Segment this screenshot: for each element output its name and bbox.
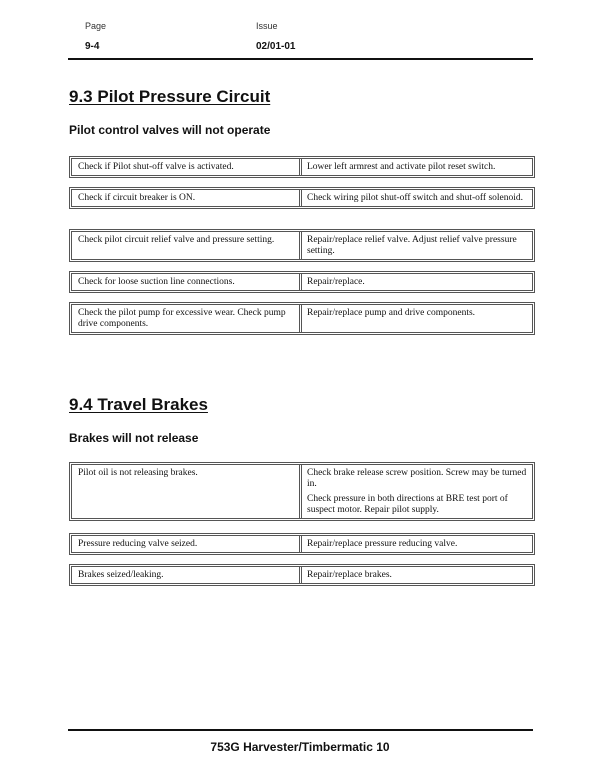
section-subtitle: Pilot control valves will not operate <box>69 123 271 137</box>
action-text: Repair/replace relief valve. Adjust relief valve pressure setting. <box>307 235 517 256</box>
header-rule <box>68 58 533 60</box>
footer-title: 753G Harvester/Timbermatic 10 <box>210 740 390 754</box>
table-row <box>69 187 535 209</box>
check-cell: Pilot oil is not releasing brakes. <box>72 465 302 518</box>
action-cell <box>302 465 532 518</box>
check-cell: Check if circuit breaker is ON. <box>72 190 302 206</box>
action-cell <box>302 159 532 175</box>
action-cell <box>302 190 532 206</box>
table-row <box>69 156 535 178</box>
page-label: Page <box>85 21 107 31</box>
action-text: Repair/replace pressure reducing valve. <box>307 539 458 549</box>
table-row <box>69 271 535 293</box>
table-row <box>69 229 535 262</box>
check-cell: Check if Pilot shut-off valve is activated. <box>72 159 302 175</box>
issue-date: 02/01-01 <box>256 41 296 52</box>
section-title: 9.3 Pilot Pressure Circuit <box>69 87 271 106</box>
action-cell <box>302 274 532 290</box>
check-cell: Pressure reducing valve seized. <box>72 536 302 552</box>
table-row <box>69 564 535 586</box>
action-text: Check wiring pilot shut-off switch and shut-off solenoid. <box>307 193 524 203</box>
table-row <box>69 302 535 335</box>
action-text: Repair/replace pump and drive components. <box>307 308 476 318</box>
check-cell: Brakes seized/leaking. <box>72 567 302 583</box>
check-cell: Check pilot circuit relief valve and pressure setting. <box>72 232 302 259</box>
check-cell: Check for loose suction line connections. <box>72 274 302 290</box>
action-text: Repair/replace. <box>307 277 365 287</box>
footer-rule <box>68 729 533 731</box>
action-text: Check pressure in both directions at BRE test port of suspect motor. Repair pilot supply. <box>307 494 508 515</box>
action-cell <box>302 567 532 583</box>
page-number: 9-4 <box>85 41 100 52</box>
table-row <box>69 533 535 555</box>
check-cell: Check the pilot pump for excessive wear. Check pump drive components. <box>72 305 302 332</box>
issue-label: Issue <box>256 21 278 31</box>
section-subtitle: Brakes will not release <box>69 431 199 445</box>
action-text: Repair/replace brakes. <box>307 570 392 580</box>
action-cell <box>302 536 532 552</box>
table-row <box>69 462 535 521</box>
action-text: Lower left armrest and activate pilot reset switch. <box>307 162 496 172</box>
action-cell <box>302 232 532 259</box>
action-text: Check brake release screw position. Screw may be turned in. <box>307 468 527 489</box>
section-title: 9.4 Travel Brakes <box>69 395 208 414</box>
action-cell <box>302 305 532 332</box>
